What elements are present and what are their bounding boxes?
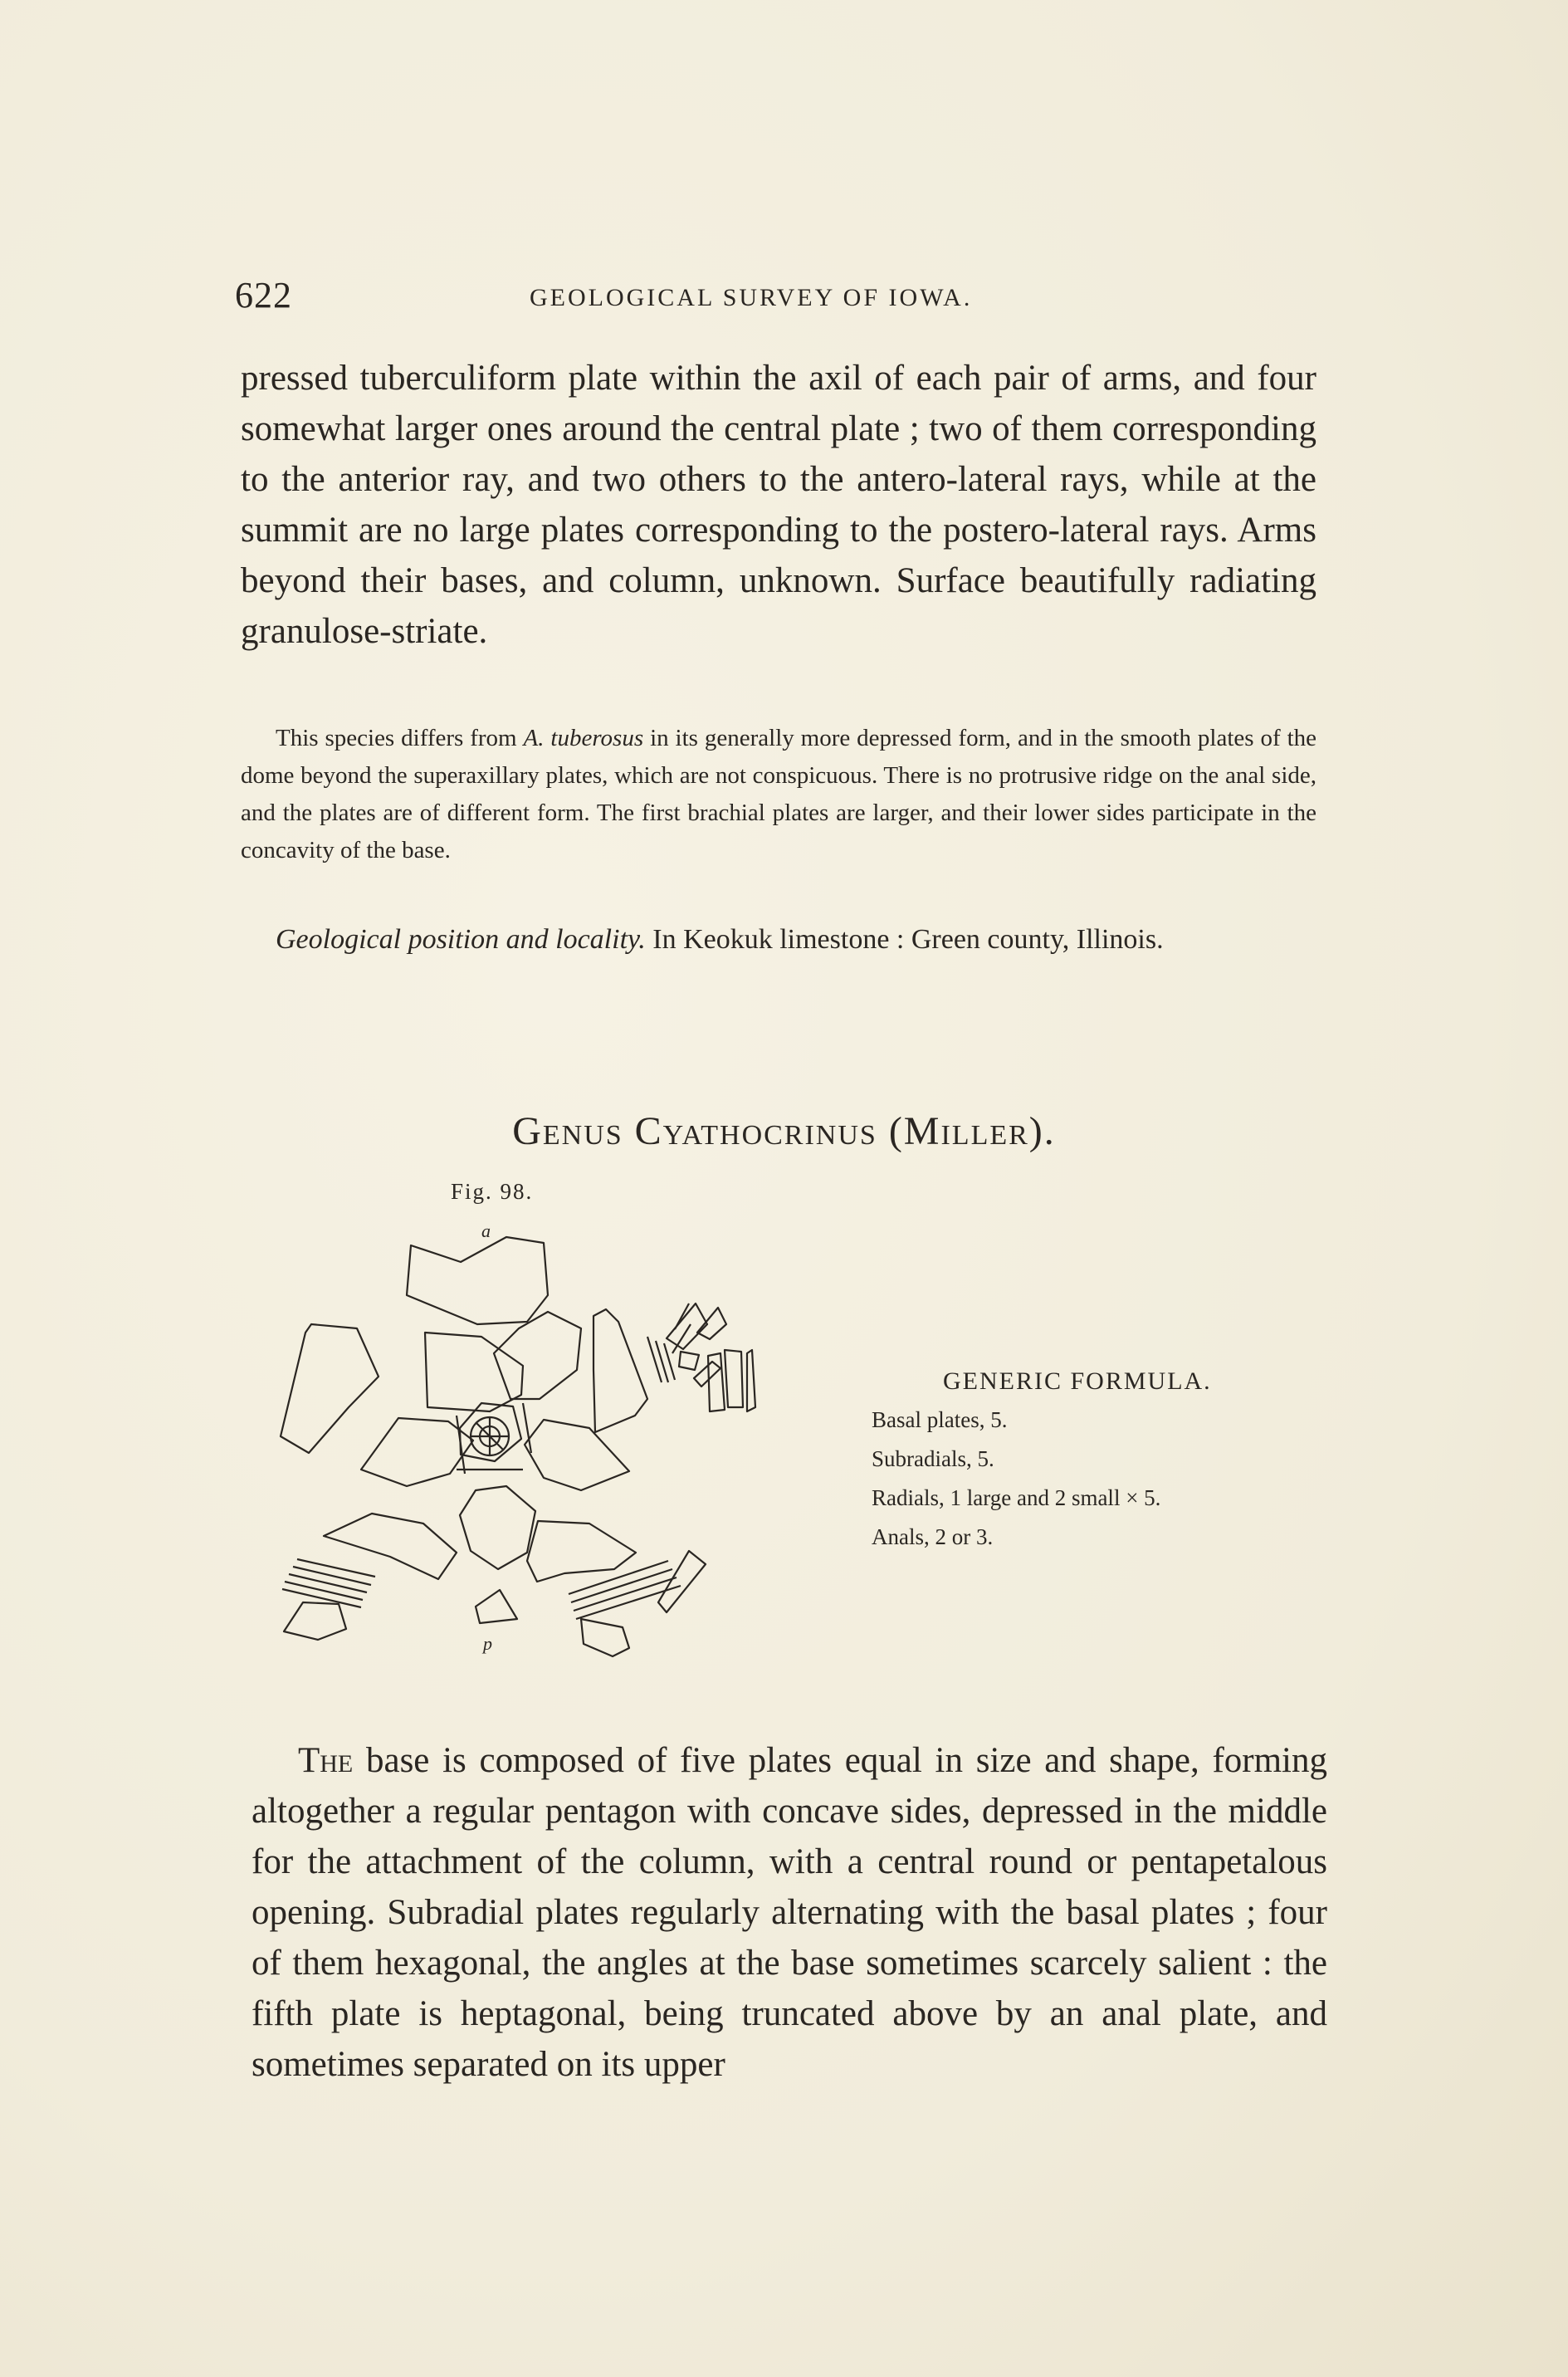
right-middle-plate [525,1420,629,1490]
description-paragraph [252,1735,1327,2090]
upper-left-plate [425,1333,523,1411]
intro-text: pressed tuberculiform plate within the axil of each pair of arms, and four somewhat larger ones around the central plate ; two of them corresponding to the anterior ray, and two others to the antero-lateral rays, while at the summit are no large plates corresponding to the postero-lateral rays. Arms beyond their bases, and column, unknown. Surface beautifully radiating granulose-striate. [241,359,1316,651]
formula-title: GENERIC FORMULA. [943,1367,1212,1395]
basal-center-plate [460,1486,535,1569]
right-arm-detail [697,1308,755,1411]
page-header [235,274,1331,324]
description-body: base is composed of five plates equal in size and shape, forming altogether a regular pentagon with concave sides, depressed in the middle for the attachment of the column, with a central round or pentapetalous opening. Subradial plates regularly alternating with the basal plates ; four of them hexagonal, the angles at the base sometimes scarcely salient : the fifth plate is heptagonal, being truncated above by an anal plate, and sometimes separated on its upper [252,1741,1327,2084]
generic-formula [872,1362,1212,1557]
remark-lead: This species differs from [276,725,517,751]
anal-plate [476,1590,517,1623]
intro-paragraph [241,353,1316,657]
genus-heading: Genus Cyathocrinus (Miller). [512,1109,1056,1153]
locality-paragraph [241,916,1316,964]
formula-line: Basal plates, 5. [872,1407,1008,1432]
lower-left-arm-rings [282,1559,375,1607]
lower-right-arm [581,1619,629,1656]
left-middle-plate [361,1418,473,1486]
formula-line: Anals, 2 or 3. [872,1524,994,1549]
subradial-edges [457,1403,531,1474]
left-outer-plate [281,1324,379,1453]
page-number: 622 [235,275,292,315]
locality-label: Geological position and locality. [276,924,646,955]
lower-right-plate [527,1521,636,1582]
description-first-word: The [298,1741,354,1780]
remark-rest: in its generally more depressed form, and in the smooth plates of the dome beyond the superaxillary plates, which are not conspicuous. There is no protrusive ridge on the anal side, and the plates are of different form. The first brachial plates are larger, and their lower sides participate in the concavity of the base. [241,725,1316,863]
formula-line: Subradials, 5. [872,1446,994,1471]
right-arm-strips [647,1303,691,1382]
right-arm-plate [593,1309,647,1432]
figure-label-p: p [483,1633,492,1654]
remark-paragraph [241,720,1316,869]
description-text [252,1735,1327,2090]
right-top-fragments [667,1303,720,1387]
formula-line: Radials, 1 large and 2 small × 5. [872,1485,1161,1510]
locality-text [241,916,1316,964]
species-name: A. tuberosus [523,725,644,751]
top-radial-plate [407,1237,548,1324]
figure-label: Fig. 98. [451,1179,534,1204]
running-head: GEOLOGICAL SURVEY OF IOWA. [530,284,973,311]
lower-left-arm [284,1602,346,1640]
remark-text [241,720,1316,869]
figure-label-a: a [481,1220,491,1241]
locality-value: In Keokuk limestone : Green county, Illinois. [652,924,1164,955]
figure-98-plate-diagram [257,1204,888,1702]
